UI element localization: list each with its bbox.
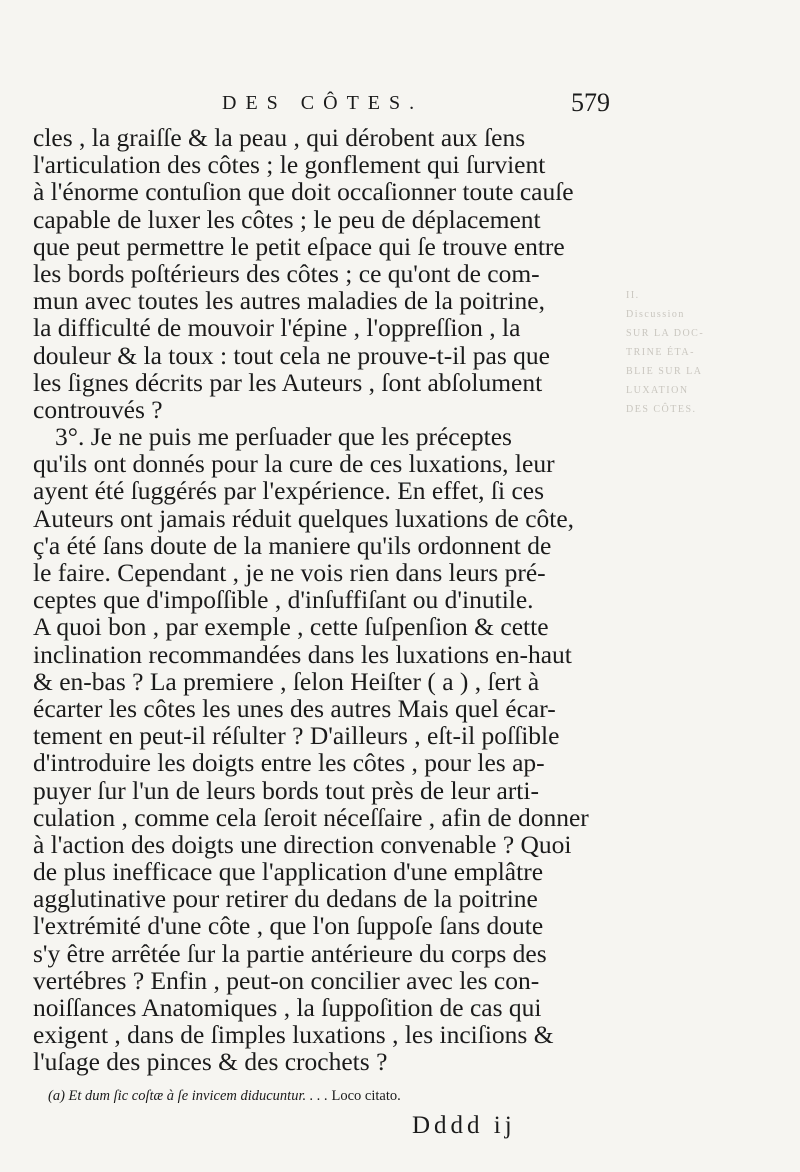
text-line: ayent été ſuggérés par l'expérience. En effet, ſi ces	[33, 476, 545, 506]
text-line: controuvés ?	[33, 394, 163, 424]
margin-note-line: TRINE ÉTA-	[626, 347, 695, 358]
text-line: mun avec toutes les autres maladies de la poitrine,	[33, 286, 545, 316]
text-line: & en-bas ? La premiere , ſelon Heiſter ( a ) , ſert à	[33, 666, 540, 696]
text-line: vertébres ? Enfin , peut-on concilier avec les con-	[33, 965, 540, 995]
text-line: exigent , dans de ſimples luxations , les inciſions &	[33, 1020, 554, 1050]
signature-mark: Dddd ij	[412, 1112, 516, 1139]
paragraph-2	[33, 423, 618, 1076]
text-line: A quoi bon , par exemple , cette ſuſpenſion & cette	[33, 612, 549, 642]
text-line: les ſignes décrits par les Auteurs , ſont abſolument	[33, 367, 543, 397]
paragraph-1	[33, 124, 618, 423]
text-line: tement en peut-il réſulter ? D'ailleurs , eſt-il poſſible	[33, 721, 560, 751]
footnote-citation: Loco citato.	[331, 1088, 401, 1104]
running-head: DES CÔTES.	[222, 92, 424, 114]
text-line: culation , comme cela ſeroit néceſſaire , afin de donner	[33, 802, 589, 832]
text-line: que peut permettre le petit eſpace qui ſe trouve entre	[33, 231, 565, 261]
margin-note-line: BLIE SUR LA	[626, 366, 703, 377]
text-line: noiſſances Anatomiques , la ſuppoſition de cas qui	[33, 993, 542, 1022]
main-text	[33, 124, 618, 1076]
text-line: qu'ils ont donnés pour la cure de ces luxations, leur	[33, 449, 555, 479]
text-line: ç'a été ſans doute de la maniere qu'ils ordonnent de	[33, 530, 552, 560]
margin-note-line: DES CÔTES.	[626, 404, 697, 415]
margin-note	[626, 286, 796, 419]
margin-note-line: Discussion	[626, 309, 685, 320]
text-line: la difficulté de mouvoir l'épine , l'oppreſſion , la	[33, 313, 521, 343]
text-line: capable de luxer les côtes ; le peu de déplacement	[33, 204, 541, 234]
text-line: l'articulation des côtes ; le gonflement qui ſurvient	[33, 150, 546, 180]
text-line: agglutinative pour retirer du dedans de la poitrine	[33, 884, 538, 914]
margin-note-line: II.	[626, 290, 640, 301]
text-line: s'y être arrêtée ſur la partie antérieure du corps des	[33, 938, 547, 968]
page-number: 579	[571, 88, 610, 117]
text-line: puyer ſur l'un de leurs bords tout près de leur arti-	[33, 775, 539, 805]
text-line: de plus inefficace que l'application d'une emplâtre	[33, 857, 544, 887]
text-line: écarter les côtes les unes des autres Mais quel écar-	[33, 693, 556, 723]
text-line: d'introduire les doigts entre les côtes , pour les ap-	[33, 748, 545, 778]
footnote	[48, 1088, 401, 1105]
footnote-text: (a) Et dum ſic coſtæ à ſe invicem diducuntur. . . .	[48, 1088, 332, 1104]
text-line: Auteurs ont jamais réduit quelques luxations de côte,	[33, 503, 575, 533]
text-line: cles , la graiſſe & la peau , qui dérobent aux ſens	[33, 123, 526, 152]
text-line: à l'énorme contuſion que doit occaſionner toute cauſe	[33, 177, 574, 207]
margin-note-line: LUXATION	[626, 385, 689, 396]
text-line: douleur & la toux : tout cela ne prouve-t-il pas que	[33, 340, 550, 370]
text-line: à l'action des doigts une direction convenable ? Quoi	[33, 829, 572, 859]
text-line: l'extrémité d'une côte , que l'on ſuppoſe ſans doute	[33, 911, 544, 941]
text-line: inclination recommandées dans les luxations en-haut	[33, 639, 572, 669]
text-line: les bords poſtérieurs des côtes ; ce qu'ont de com-	[33, 258, 540, 288]
text-line: l'uſage des pinces & des crochets ?	[33, 1047, 388, 1077]
text-line: 3°. Je ne puis me perſuader que les préceptes	[55, 422, 512, 452]
text-line: ceptes que d'impoſſible , d'inſuffiſant ou d'inutile.	[33, 585, 534, 615]
margin-note-line: SUR LA DOC-	[626, 328, 705, 339]
text-line: le faire. Cependant , je ne vois rien dans leurs pré-	[33, 558, 546, 587]
